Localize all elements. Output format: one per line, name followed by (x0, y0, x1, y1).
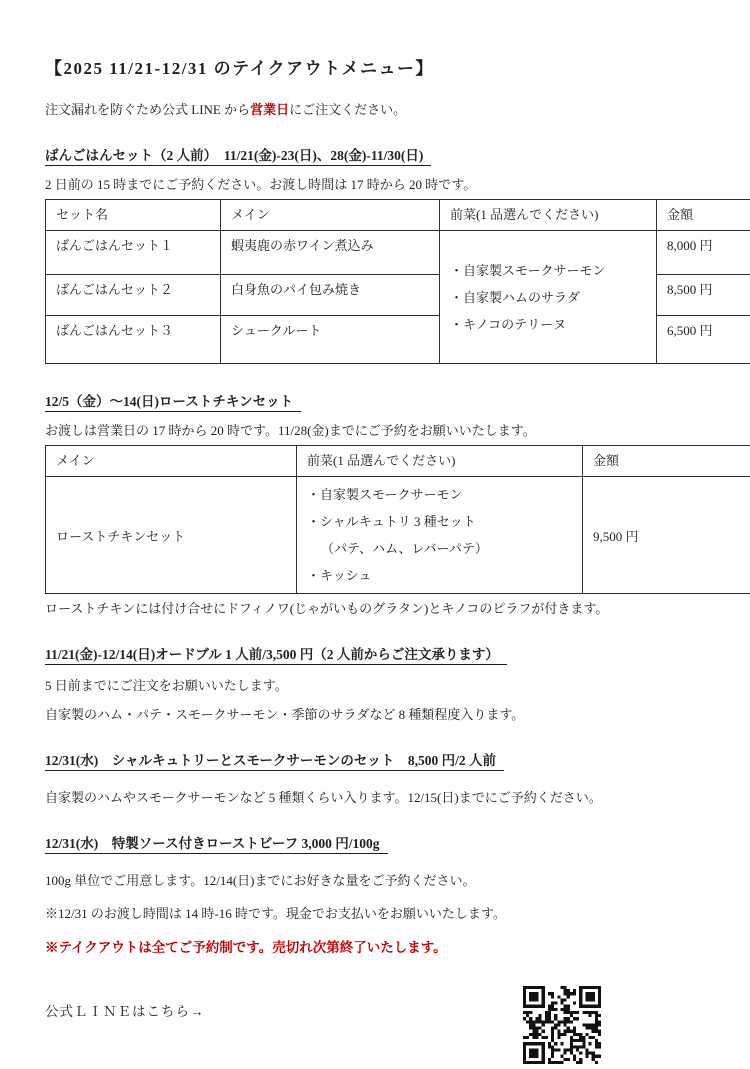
order-notice-highlight: 営業日 (250, 102, 289, 117)
appetizer-options (297, 477, 583, 594)
set-price: 8,500 円 (657, 275, 750, 316)
set-price: 8,000 円 (657, 231, 750, 275)
section-roast-beef (45, 832, 705, 889)
table-header-row (46, 200, 750, 231)
section-roast-chicken (45, 390, 705, 617)
set-main: 蝦夷鹿の赤ワイン煮込み (221, 231, 440, 275)
column-header-set-name: セット名 (46, 200, 221, 231)
order-notice (45, 99, 705, 118)
section-bangohan-subtext: 2 日前の 15 時までにご予約ください。お渡し時間は 17 時から 20 時です。 (45, 174, 705, 193)
order-notice-prefix: 注文漏れを防ぐため公式 LINE から (45, 102, 250, 117)
set-name: ばんごはんセット３ (46, 316, 221, 364)
section-charcuterie (45, 749, 705, 806)
column-header-appetizer: 前菜(1 品選んでください) (440, 200, 657, 231)
set-name: ばんごはんセット２ (46, 275, 221, 316)
column-header-main: メイン (46, 446, 297, 477)
roast-beef-text: 100g 単位でご用意します。12/14(日)までにお好きな量をご予約ください。 (45, 870, 705, 889)
section-heading-charcuterie: 12/31(水) シャルキュトリーとスモークサーモンのセット 8,500 円/2 人前 (45, 749, 504, 771)
section-heading-roast-chicken: 12/5（金）～14(日)ローストチキンセット (45, 390, 301, 412)
set-main: 白身魚のパイ包み焼き (221, 275, 440, 316)
column-header-price: 金額 (657, 200, 750, 231)
table-row (46, 231, 750, 275)
appetizer-option: ・自家製ハムのサラダ (450, 284, 646, 311)
hors-doeuvre-line2: 自家製のハム・パテ・スモークサーモン・季節のサラダなど 8 種類程度入ります。 (45, 704, 705, 723)
set-name: ばんごはんセット１ (46, 231, 221, 275)
handover-note: ※12/31 のお渡し時間は 14 時-16 時です。現金でお支払いをお願いいたします。 (45, 903, 705, 922)
appetizer-option: ・自家製スモークサーモン (450, 257, 646, 284)
section-bangohan (45, 144, 705, 364)
section-heading-bangohan: ばんごはんセット（2 人前） 11/21(金)-23(日)、28(金)-11/30(日) (45, 144, 431, 166)
section-heading-roast-beef: 12/31(水) 特製ソース付きローストビーフ 3,000 円/100g (45, 832, 388, 854)
line-qr-code (523, 986, 601, 1064)
appetizer-option: ・キノコのテリーヌ (450, 311, 646, 338)
reservation-note: ※テイクアウトは全てご予約制です。売切れ次第終了いたします。 (45, 936, 705, 956)
table-header-row (46, 446, 750, 477)
appetizer-option: ・シャルキュトリ 3 種セット (307, 508, 572, 535)
section-chicken-subtext: お渡しは営業日の 17 時から 20 時です。11/28(金)までにご予約をお願いいたします。 (45, 420, 705, 439)
appetizer-options (440, 231, 657, 364)
column-header-appetizer: 前菜(1 品選んでください) (297, 446, 583, 477)
column-header-main: メイン (221, 200, 440, 231)
line-label: 公式ＬＩＮＥはこちら→ (45, 986, 523, 1020)
page-title: 【2025 11/21-12/31 のテイクアウトメニュー】 (45, 54, 705, 79)
roast-chicken-note: ローストチキンには付け合せにドフィノワ(じゃがいものグラタン)とキノコのピラフが付きます。 (45, 598, 705, 617)
bangohan-table (45, 199, 750, 364)
set-name: ローストチキンセット (46, 477, 297, 594)
section-heading-hors-doeuvre: 11/21(金)-12/14(日)オードブル 1 人前/3,500 円（2 人前からご注文承ります） (45, 643, 507, 665)
appetizer-option: ・キッシュ (307, 562, 572, 589)
table-row (46, 477, 750, 594)
section-hors-doeuvre (45, 643, 705, 723)
line-footer (45, 986, 705, 1064)
set-price: 9,500 円 (583, 477, 750, 594)
hors-doeuvre-line1: 5 日前までにご注文をお願いいたします。 (45, 675, 705, 694)
appetizer-option: ・自家製スモークサーモン (307, 481, 572, 508)
set-main: シュークルート (221, 316, 440, 364)
charcuterie-text: 自家製のハムやスモークサーモンなど 5 種類くらい入ります。12/15(日)までにご予約ください。 (45, 787, 705, 806)
roast-chicken-table (45, 445, 750, 594)
set-price: 6,500 円 (657, 316, 750, 364)
appetizer-option-detail: （パテ、ハム、レバーパテ） (307, 535, 572, 562)
order-notice-suffix: にご注文ください。 (289, 102, 406, 117)
column-header-price: 金額 (583, 446, 750, 477)
